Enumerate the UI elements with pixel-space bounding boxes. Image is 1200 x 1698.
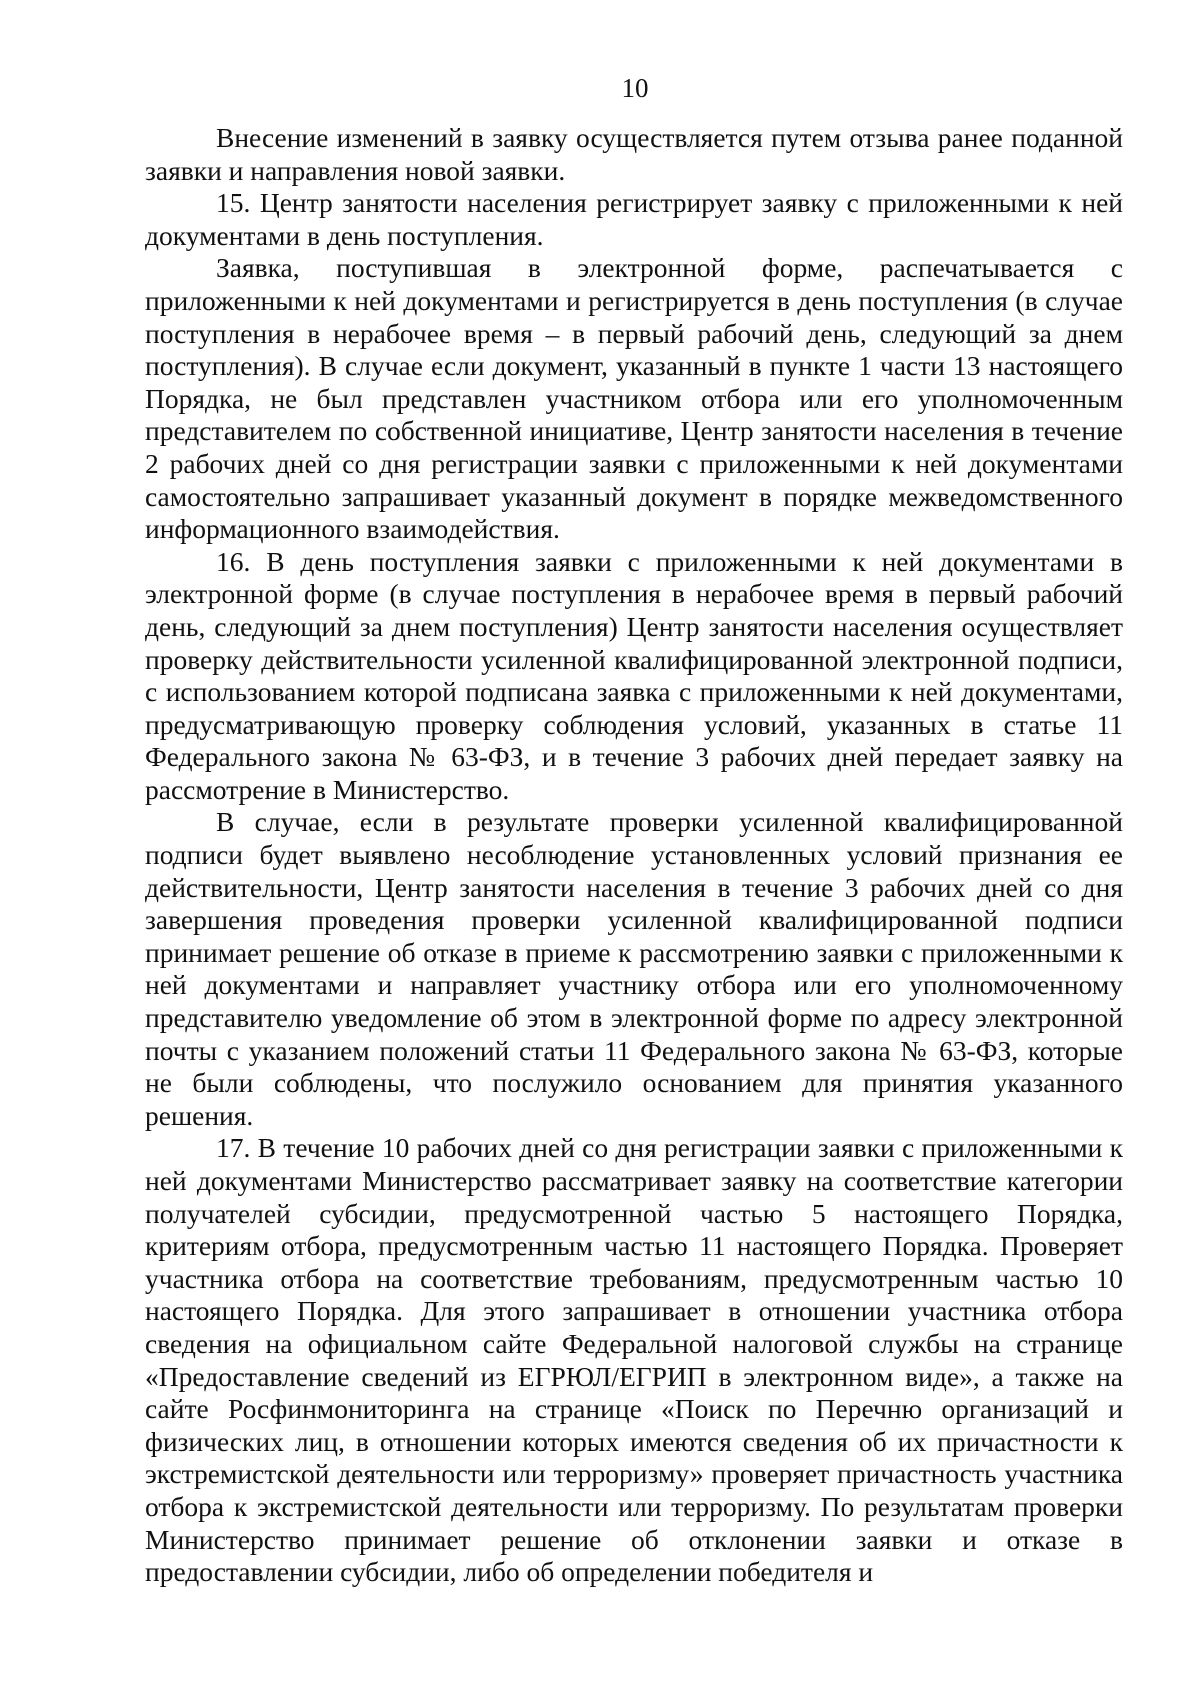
paragraph-electronic-application: Заявка, поступившая в электронной форме, распечатывается с приложенными к ней документами и регистрируется в день поступления (в случае поступления в нерабочее время – в первый рабочий день, следующий за днем поступления). В случае если документ, указанный в пункте 1 части 13 настоящего Порядка, не был представлен участником отбора или его уполномоченным представителем по собственной инициативе, Центр занятости населения в течение 2 рабочих дней со дня регистрации заявки с приложенными к ней документами самостоятельно запрашивает указанный документ в порядке межведомственного информационного взаимодействия.: [145, 252, 1123, 545]
paragraph-15: 15. Центр занятости населения регистрирует заявку с приложенными к ней документами в день поступления.: [145, 187, 1123, 251]
paragraph-signature-check: В случае, если в результате проверки усиленной квалифицированной подписи будет выявлено несоблюдение установленных условий признания ее действительности, Центр занятости населения в течение 3 рабочих дней со дня завершения проведения проверки усиленной квалифицированной подписи принимает решение об отказе в приеме к рассмотрению заявки с приложенными к ней документами и направляет участнику отбора или его уполномоченному представителю уведомление об этом в электронной форме по адресу электронной почты с указанием положений статьи 11 Федерального закона № 63-ФЗ, которые не были соблюдены, что послужило основанием для принятия указанного решения.: [145, 806, 1123, 1131]
page-number: 10: [621, 73, 649, 103]
paragraph-amendment: Внесение изменений в заявку осуществляется путем отзыва ранее поданной заявки и направления новой заявки.: [145, 122, 1123, 186]
paragraph-16: 16. В день поступления заявки с приложенными к ней документами в электронной форме (в случае поступления в нерабочее время в первый рабочий день, следующий за днем поступления) Центр занятости населения осуществляет проверку действительности усиленной квалифицированной электронной подписи, с использованием которой подписана заявка с приложенными к ней документами, предусматривающую проверку соблюдения условий, указанных в статье 11 Федерального закона № 63-ФЗ, и в течение 3 рабочих дней передает заявку на рассмотрение в Министерство.: [145, 545, 1123, 805]
paragraph-17: 17. В течение 10 рабочих дней со дня регистрации заявки с приложенными к ней документами Министерство рассматривает заявку на соответствие категории получателей субсидии, предусмотренной частью 5 настоящего Порядка, критериям отбора, предусмотренным частью 11 настоящего Порядка. Проверяет участника отбора на соответствие требованиям, предусмотренным частью 10 настоящего Порядка. Для этого запрашивает в отношении участника отбора сведения на официальном сайте Федеральной налоговой службы на странице «Предоставление сведений из ЕГРЮЛ/ЕГРИП в электронном виде», а также на сайте Росфинмониторинга на странице «Поиск по Перечню организаций и физических лиц, в отношении которых имеются сведения об их причастности к экстремистской деятельности или терроризму» проверяет причастность участника отбора к экстремистской деятельности или терроризму. По результатам проверки Министерство принимает решение об отклонении заявки и отказе в предоставлении субсидии, либо об определении победителя и: [145, 1132, 1123, 1588]
document-body: [145, 122, 1123, 1589]
